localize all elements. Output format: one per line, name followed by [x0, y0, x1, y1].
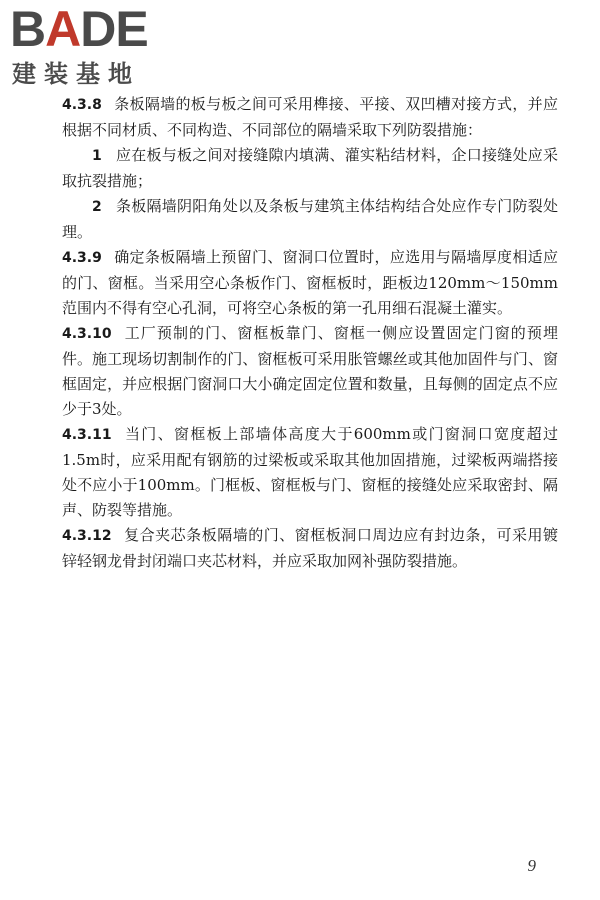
clause-text: 确定条板隔墙上预留门、窗洞口位置时，应选用与隔墙厚度相适应的门、窗框。当采用空心条板作门、窗框板时，距板边120mm～150mm范围内不得有空心孔洞，可将空心条板的第一孔用细石混凝土灌实。 [62, 248, 558, 317]
clause-4-3-10 [62, 321, 558, 422]
clause-4-3-12 [62, 523, 558, 574]
item-number: 2 [92, 199, 102, 215]
item-number: 1 [92, 148, 102, 164]
item-text: 条板隔墙阴阳角处以及条板与建筑主体结构结合处应作专门防裂处理。 [62, 197, 558, 241]
clause-number: 4.3.10 [62, 326, 112, 342]
logo-wordmark: BADE [10, 1, 148, 57]
logo-subtitle: 建装基地 [12, 60, 140, 88]
clause-4-3-8 [62, 92, 558, 143]
clause-number: 4.3.12 [62, 528, 112, 544]
clause-text: 工厂预制的门、窗框板靠门、窗框一侧应设置固定门窗的预埋件。施工现场切割制作的门、窗框板可采用胀管螺丝或其他加固件与门、窗框固定，并应根据门窗洞口大小确定固定位置和数量，且每侧的固定点不应少于3处。 [62, 324, 558, 418]
clause-number: 4.3.11 [62, 427, 112, 443]
bade-logo [10, 1, 190, 88]
clause-text: 复合夹芯条板隔墙的门、窗框板洞口周边应有封边条，可采用镀锌轻钢龙骨封闭端口夹芯材料，并应采取加网补强防裂措施。 [62, 526, 558, 570]
clause-4-3-8-item-1 [62, 143, 558, 194]
clause-number: 4.3.8 [62, 97, 102, 113]
clause-text: 条板隔墙的板与板之间可采用榫接、平接、双凹槽对接方式，并应根据不同材质、不同构造、不同部位的隔墙采取下列防裂措施： [62, 95, 558, 139]
item-text: 应在板与板之间对接缝隙内填满、灌实粘结材料，企口接缝处应采取抗裂措施； [62, 146, 558, 190]
clause-number: 4.3.9 [62, 250, 102, 266]
page-number: 9 [527, 856, 536, 875]
clause-text: 当门、窗框板上部墙体高度大于600mm或门窗洞口宽度超过1.5m时，应采用配有钢筋的过梁板或采取其他加固措施，过梁板两端搭接处不应小于100mm。门框板、窗框板与门、窗框的接缝处应采取密封、隔声、防裂等措施。 [62, 425, 558, 519]
clause-4-3-11 [62, 422, 558, 523]
document-body [62, 92, 558, 574]
clause-4-3-8-item-2 [62, 194, 558, 245]
clause-4-3-9 [62, 245, 558, 321]
